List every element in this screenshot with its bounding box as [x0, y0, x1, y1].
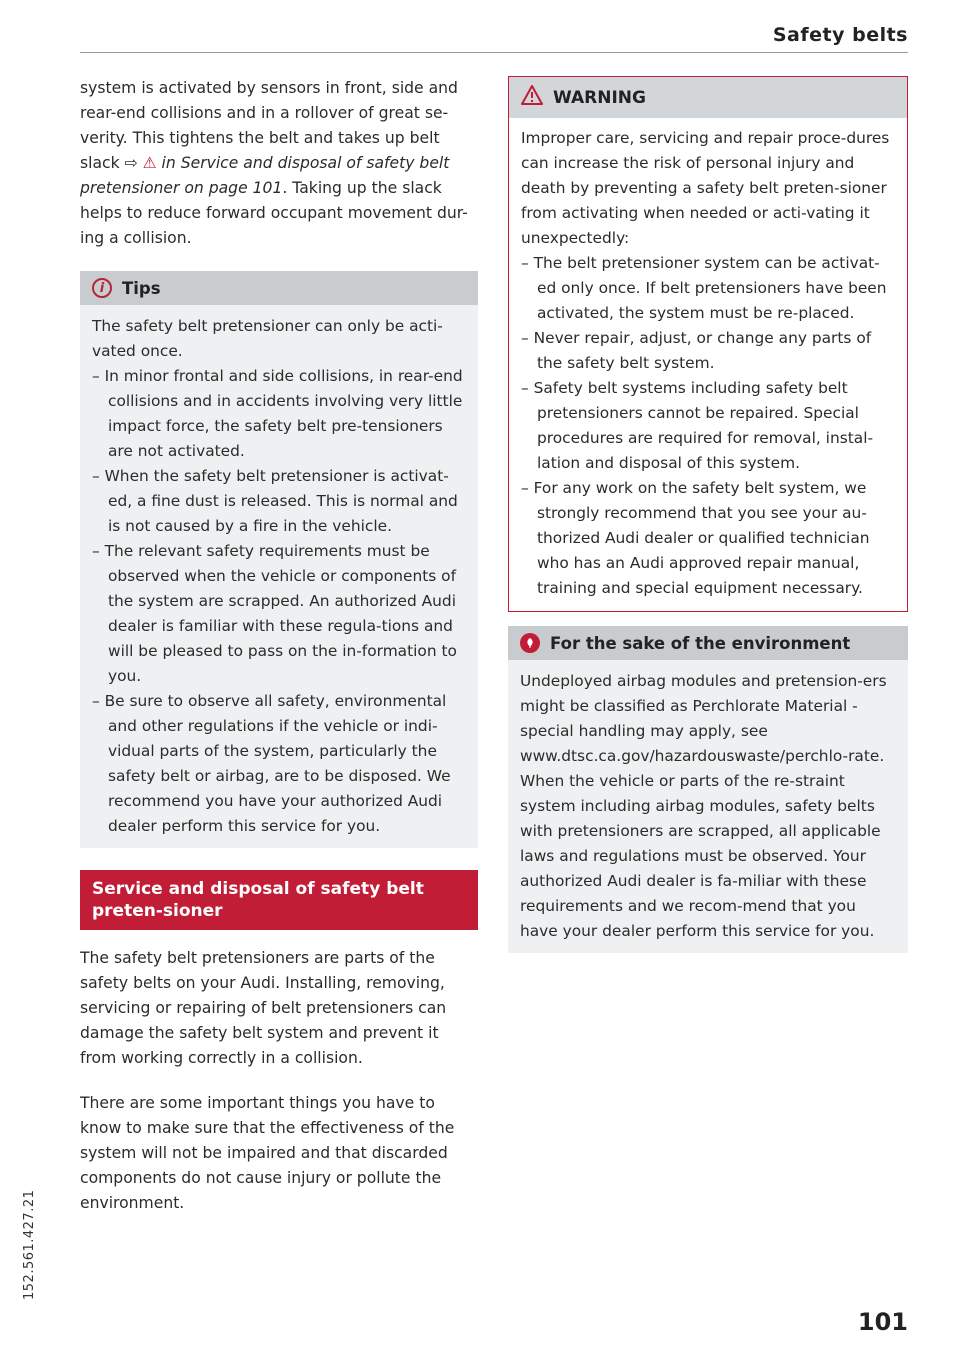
environment-header: [508, 626, 908, 660]
section-heading: Service and disposal of safety belt preten-sioner: [80, 870, 478, 930]
document-code: 152.561.427.21: [22, 1189, 37, 1300]
section-paragraph-1: The safety belt pretensioners are parts of the safety belts on your Audi. Installing, removing, servicing or repairing of belt pretensioners can damage the safety belt system and prevent it from working correctly in a collision.: [80, 949, 447, 1067]
warning-item: – Safety belt systems including safety belt pretensioners cannot be repaired. Special procedures are required for removal, instal-lation and disposal of this system.: [521, 376, 895, 476]
intro-text-2: . Taking up the slack helps to reduce forward occupant movement dur-ing a collision.: [80, 179, 468, 247]
warning-body: [509, 118, 907, 611]
warning-list: [521, 251, 895, 601]
warning-item: – The belt pretensioner system can be activat-ed only once. If belt pretensioners have been activated, the system must be re-placed.: [521, 251, 895, 326]
intro-text-1: system is activated by sensors in front, side and rear-end collisions and in a rollover of great se-verity. This tightens the belt and takes up belt slack ⇨: [80, 79, 458, 172]
leaf-icon: [520, 633, 540, 653]
section-paragraph-2: There are some important things you have to know to make sure that the effectiveness of the system will not be impaired and that discarded components do not cause injury or pollute the environment.: [80, 1094, 455, 1212]
warning-item: – For any work on the safety belt system, we strongly recommend that you see your au-thorized Audi dealer or qualified technician who has an Audi approved repair manual, training and special equipment necessary.: [521, 476, 895, 601]
tips-header: [80, 271, 478, 305]
tips-item: – The relevant safety requirements must be observed when the vehicle or components of the system are scrapped. An authorized Audi dealer is familiar with these regula-tions and will be pleased to pass on the in-formation to you.: [92, 539, 466, 689]
info-icon: i: [92, 278, 112, 298]
tips-lead: The safety belt pretensioner can only be acti-vated once.: [92, 317, 443, 360]
tips-box: [80, 271, 478, 848]
cross-reference-link[interactable]: in Service and disposal of safety belt pretensioner on page 101: [80, 154, 450, 197]
tips-item: – When the safety belt pretensioner is activat-ed, a fine dust is released. This is normal and is not caused by a fire in the vehicle.: [92, 464, 466, 539]
warning-title: WARNING: [553, 87, 646, 108]
left-column: [80, 76, 478, 1216]
tips-list: [92, 364, 466, 839]
tips-item: – In minor frontal and side collisions, in rear-end collisions and in accidents involving very little impact force, the safety belt pre-tensioners are not activated.: [92, 364, 466, 464]
warning-header: [509, 77, 907, 118]
tips-body: [80, 305, 478, 848]
environment-title: For the sake of the environment: [550, 633, 851, 653]
warning-icon: [521, 85, 543, 110]
warning-item: – Never repair, adjust, or change any parts of the safety belt system.: [521, 326, 895, 376]
warning-triangle-icon: ⚠: [142, 154, 157, 172]
environment-body: [508, 660, 908, 953]
warning-box: [508, 76, 908, 612]
tips-title: Tips: [122, 278, 161, 298]
right-column: [508, 76, 908, 953]
header-divider: [80, 52, 908, 53]
warning-lead: Improper care, servicing and repair proce-dures can increase the risk of personal injury and death by preventing a safety belt preten-sioner from activating when needed or acti-vating it unexpectedly:: [521, 129, 890, 247]
page-header-title: Safety belts: [772, 24, 908, 46]
environment-text: Undeployed airbag modules and pretension-ers might be classified as Perchlorate Material -special handling may apply, see www.dtsc.ca.gov/hazardouswaste/perchlo-rate. When the vehicle or parts of the re-straint system including airbag modules, safety belts with pretensioners are scrapped, all applicable laws and regulations must be observed. Your authorized Audi dealer is fa-miliar with these requirements and we recom-mend that you have your dealer perform this service for you.: [520, 672, 887, 940]
page-number: 101: [857, 1308, 908, 1336]
tips-item: – Be sure to observe all safety, environmental and other regulations if the vehicle or indi-vidual parts of the system, particularly the safety belt or airbag, are to be disposed. We recommend you have your authorized Audi dealer perform this service for you.: [92, 689, 466, 839]
intro-paragraph: [80, 76, 478, 251]
environment-box: [508, 626, 908, 953]
